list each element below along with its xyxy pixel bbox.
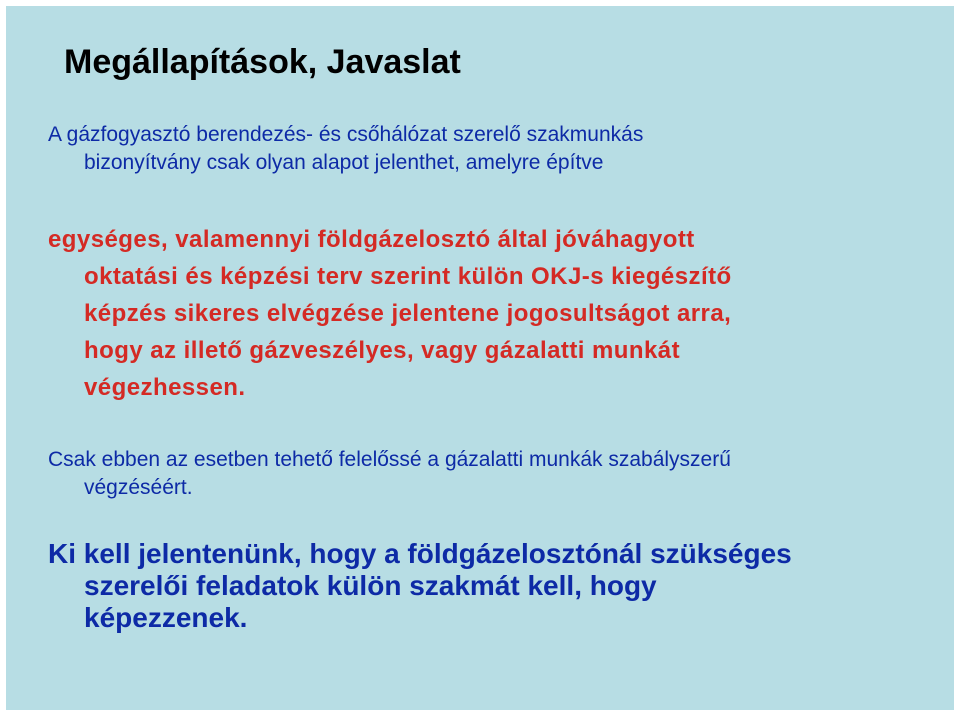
responsibility-line: végzéséért.: [84, 476, 193, 499]
responsibility-paragraph: [48, 446, 731, 502]
requirement-line: hogy az illető gázveszélyes, vagy gázalatti munkát: [84, 337, 681, 364]
intro-line: bizonyítvány csak olyan alapot jelenthet, amelyre építve: [84, 151, 604, 174]
intro-line: A gázfogyasztó berendezés- és csőhálózat szerelő szakmunkás: [48, 123, 644, 146]
conclusion-paragraph: [48, 538, 792, 634]
requirement-line: egységes, valamennyi földgázelosztó által jóváhagyott: [48, 226, 695, 253]
requirement-line: képzés sikeres elvégzése jelentene jogosultságot arra,: [84, 300, 732, 327]
conclusion-line: képezzenek.: [84, 602, 248, 633]
requirement-line: oktatási és képzési terv szerint külön OKJ-s kiegészítő: [84, 263, 732, 290]
responsibility-line: Csak ebben az esetben tehető felelőssé a gázalatti munkák szabályszerű: [48, 448, 731, 471]
conclusion-line: szerelői feladatok külön szakmát kell, hogy: [84, 570, 657, 601]
requirement-paragraph: [48, 221, 732, 406]
intro-paragraph: [48, 121, 643, 177]
slide: [6, 6, 954, 710]
conclusion-line: Ki kell jelentenünk, hogy a földgázelosztónál szükséges: [48, 538, 792, 569]
slide-title: Megállapítások, Javaslat: [64, 43, 461, 81]
requirement-line: végezhessen.: [84, 374, 246, 401]
